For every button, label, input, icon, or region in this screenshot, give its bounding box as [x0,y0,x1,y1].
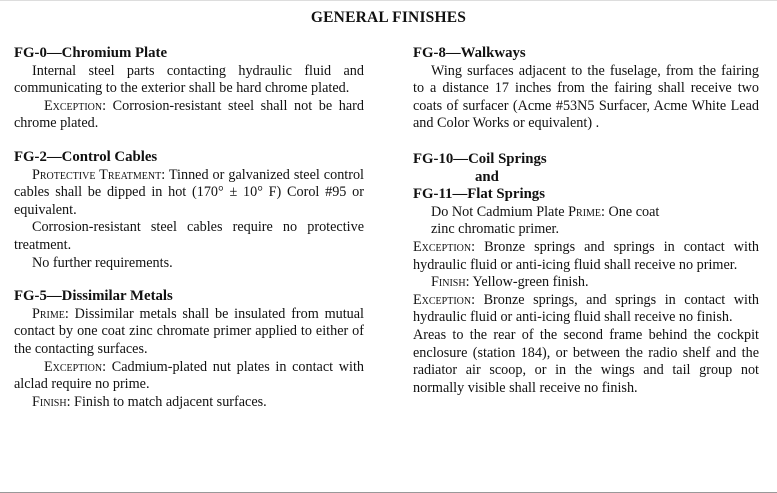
spacer [14,133,364,149]
spacer [413,133,759,151]
exception-text: : Bronze springs and springs in contact with hydraulic fluid or anti-icing fluid shall receive no primer. [413,238,759,273]
paragraph: Areas to the rear of the second frame behind the cockpit enclosure (station 184), or between the radio shelf and the radiator air scoop, or in the wings and tail group not normally visible shall receive no finish. [413,326,759,396]
exception-paragraph [413,239,759,274]
left-column [14,45,364,411]
section-heading: FG-2—Control Cables [14,148,158,165]
paragraph: Wing surfaces adjacent to the fuselage, from the fairing to a distance 17 inches from the fairing shall receive two coats of surfacer (Acme #53N5 Surfacer, Acme White Lead and Color Works or equivalent) . [413,62,759,132]
paragraph: Corrosion-resistant steel cables require no protective treatment. [14,219,364,253]
treatment-label: Protective Treatment [32,166,162,183]
paragraph [14,167,364,220]
prime-text: : Dissimilar metals shall be insulated from mutual contact by one coat zinc chromate primer applied to either of the contacting surfaces. [14,305,364,357]
prime-label: Prime [568,203,602,220]
section-heading-conjunction: and [475,168,499,185]
page-title: GENERAL FINISHES [310,9,467,26]
paragraph [14,306,364,359]
exception-paragraph [14,98,364,133]
top-rule [0,0,777,1]
prime-label: Prime [32,305,65,322]
exception-paragraph [413,292,759,327]
paragraph [413,204,759,222]
exception-text: : Cadmium-plated nut plates in contact with alclad require no prime. [14,358,364,393]
line-text: Do Not Cadmium Plate [431,203,569,220]
finish-text: : Yellow-green finish. [465,274,589,291]
section-fg2 [14,149,364,272]
right-column [413,45,759,397]
exception-label: Exception [413,238,472,255]
section-heading: FG-5—Dissimilar Metals [14,288,173,305]
exception-label: Exception [413,291,472,308]
line-text: : One coat [601,203,660,220]
section-fg0 [14,45,364,133]
finish-label: Finish [32,393,67,410]
paragraph: zinc chromatic primer. [431,221,560,238]
paragraph: Internal steel parts contacting hydraulic fluid and communicating to the exterior shall be hard chrome plated. [14,62,364,97]
section-heading: FG-0—Chromium Plate [14,45,168,61]
paragraph: No further requirements. [32,254,173,271]
exception-text: : Corrosion-resistant steel shall not be hard chrome plated. [14,97,364,132]
section-fg8 [413,45,759,133]
exception-label: Exception [44,97,103,114]
exception-paragraph [14,359,364,394]
exception-label: Exception [44,358,103,375]
spacer [14,272,364,288]
finish-label: Finish [431,274,466,291]
section-heading: FG-8—Walkways [413,45,526,61]
section-fg5 [14,288,364,411]
paragraph [14,394,364,412]
exception-text: : Bronze springs, and springs in contact with hydraulic fluid or anti-icing fluid shall receive no finish. [413,291,759,326]
section-fg10-fg11 [413,151,759,397]
section-heading: FG-11—Flat Springs [413,186,545,203]
paragraph [413,274,759,292]
finish-text: : Finish to match adjacent surfaces. [66,393,267,410]
section-heading: FG-10—Coil Springs [413,150,547,167]
treatment-text: : Tinned or galvanized steel control cables shall be dipped in hot (170° ± 10° F) Corol #95 or equivalent. [14,166,364,218]
